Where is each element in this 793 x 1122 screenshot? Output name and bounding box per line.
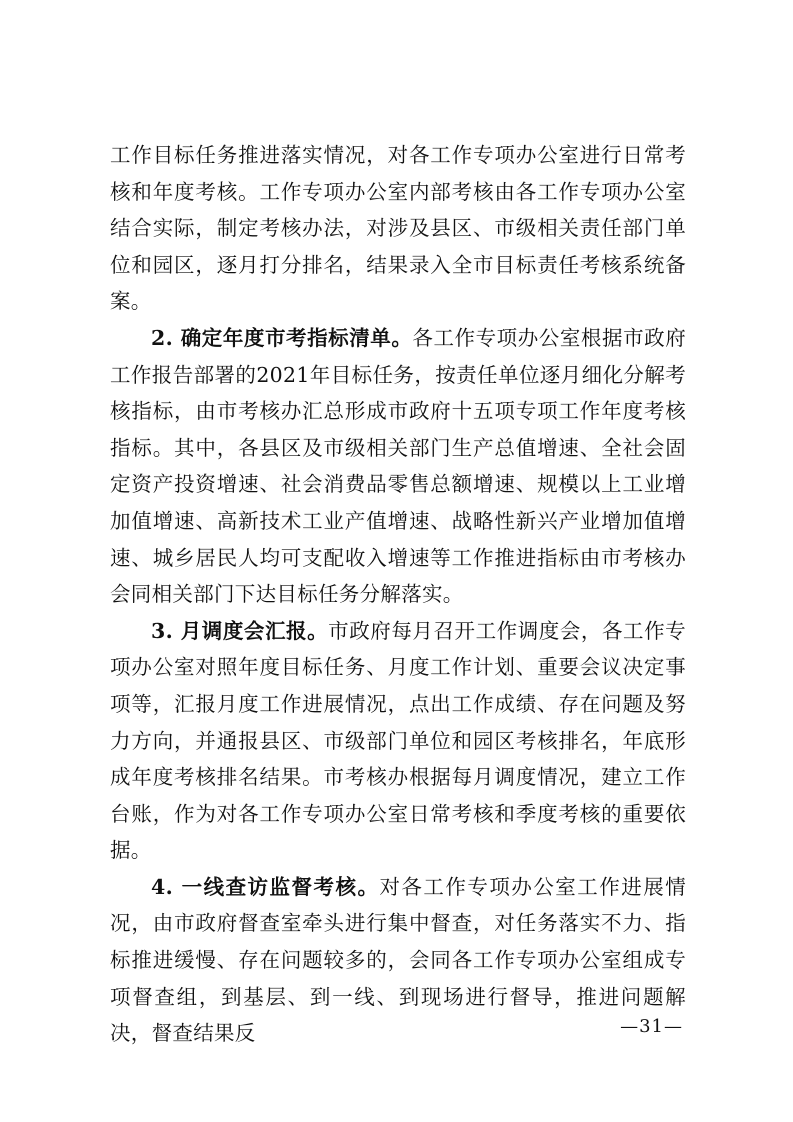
paragraph-heading: 2. 确定年度市考指标清单。 [151, 325, 413, 350]
paragraph-item-3 [110, 613, 686, 869]
paragraph-text: 工作目标任务推进落实情况，对各工作专项办公室进行日常考核和年度考核。工作专项办公室内部考核由各工作专项办公室结合实际，制定考核办法，对涉及县区、市级相关责任部门单位和园区，逐月打分排名，结果录入全市目标责任考核系统备案。 [110, 143, 686, 314]
paragraph-heading: 4. 一线查访监督考核。 [151, 874, 380, 899]
body-text [110, 137, 686, 1052]
paragraph-continued [110, 137, 686, 320]
paragraph-text: 各工作专项办公室根据市政府工作报告部署的2021年目标任务，按责任单位逐月细化分解考核指标，由市考核办汇总形成市政府十五项专项工作年度考核指标。其中，各县区及市级相关部门生产总值增速、全社会固定资产投资增速、社会消费品零售总额增速、规模以上工业增加值增速、高新技术工业产值增速、战略性新兴产业增加值增速、城乡居民人均可支配收入增速等工作推进指标由市考核办会同相关部门下达目标任务分解落实。 [110, 325, 686, 607]
paragraph-text: 对各工作专项办公室工作进展情况，由市政府督查室牵头进行集中督查，对任务落实不力、指标推进缓慢、存在问题较多的，会同各工作专项办公室组成专项督查组，到基层、到一线、到现场进行督导，推进问题解决，督查结果反 [110, 874, 687, 1046]
paragraph-text: 市政府每月召开工作调度会，各工作专项办公室对照年度目标任务、月度工作计划、重要会议决定事项等，汇报月度工作进展情况，点出工作成绩、存在问题及努力方向，并通报县区、市级部门单位和园区考核排名，年底形成年度考核排名结果。市考核办根据每月调度情况，建立工作台账，作为对各工作专项办公室日常考核和季度考核的重要依据。 [110, 618, 686, 863]
paragraph-heading: 3. 月调度会汇报。 [151, 618, 329, 643]
paragraph-item-2 [110, 320, 686, 613]
page-number: —31— [620, 1016, 683, 1037]
paragraph-item-4 [110, 869, 686, 1052]
